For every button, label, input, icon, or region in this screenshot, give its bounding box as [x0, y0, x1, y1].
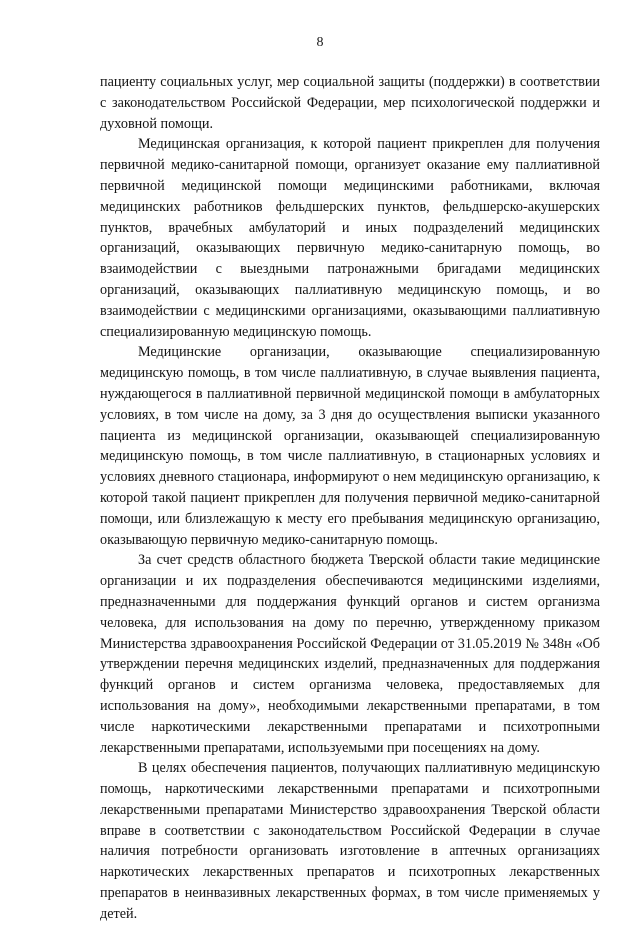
paragraph-continuation: пациенту социальных услуг, мер социальной защиты (поддержки) в соответствии с законодательством Российской Федерации, мер психологической поддержки и духовной помощи. [100, 74, 600, 132]
document-body [100, 72, 600, 925]
paragraph-regional-budget-funding: За счет средств областного бюджета Тверской области такие медицинские организации и их подразделения обеспечиваются медицинскими изделиями, предназначенными для поддержания функций органов и систем организма человека, для использования на дому по перечню, утвержденному приказом Министерства здравоохранения Российской Федерации от 31.05.2019 № 348н «Об утверждении перечня медицинских изделий, предназначенных для поддержания функций органов и систем организма человека, предоставляемых для использования на дому», необходимыми лекарственными препаратами, в том числе наркотическими лекарственными препаратами и психотропными лекарственными препаратами, используемыми при посещениях на дому. [100, 552, 600, 756]
paragraph-primary-care-organization: Медицинская организация, к которой пациент прикреплен для получения первичной медико-санитарной помощи, организует оказание ему паллиативной первичной медицинской помощи медицинскими работниками, включая медицинских работников фельдшерских пунктов, фельдшерско-акушерских пунктов, врачебных амбулаторий и иных подразделений медицинских организаций, оказывающих первичную медико-санитарную помощь, во взаимодействии с выездными патронажными бригадами медицинских организаций, оказывающих паллиативную медицинскую помощь, и во взаимодействии с медицинскими организациями, оказывающими паллиативную специализированную медицинскую помощь. [100, 136, 600, 340]
paragraph-narcotic-drugs-provision: В целях обеспечения пациентов, получающих паллиативную медицинскую помощь, наркотическими лекарственными препаратами и психотропными лекарственными препаратами Министерство здравоохранения Тверской области вправе в соответствии с законодательством Российской Федерации в случае наличия потребности организовать изготовление в аптечных организациях наркотических лекарственных препаратов и психотропных лекарственных препаратов в неинвазивных лекарственных формах, в том числе применяемых у детей. [100, 760, 600, 922]
page-number: 8 [316, 35, 324, 50]
paragraph-specialized-care-organizations: Медицинские организации, оказывающие специализированную медицинскую помощь, в том числе паллиативную, в случае выявления пациента, нуждающегося в паллиативной первичной медицинской помощи в амбулаторных условиях, в том числе на дому, за 3 дня до осуществления выписки указанного пациента из медицинской организации, оказывающей специализированную медицинскую помощь, в том числе паллиативную, в стационарных условиях и условиях дневного стационара, информируют о нем медицинскую организацию, к которой такой пациент прикреплен для получения первичной медико-санитарной помощи, или близлежащую к месту его пребывания медицинскую организацию, оказывающую первичную медико-санитарную помощь. [100, 344, 600, 548]
